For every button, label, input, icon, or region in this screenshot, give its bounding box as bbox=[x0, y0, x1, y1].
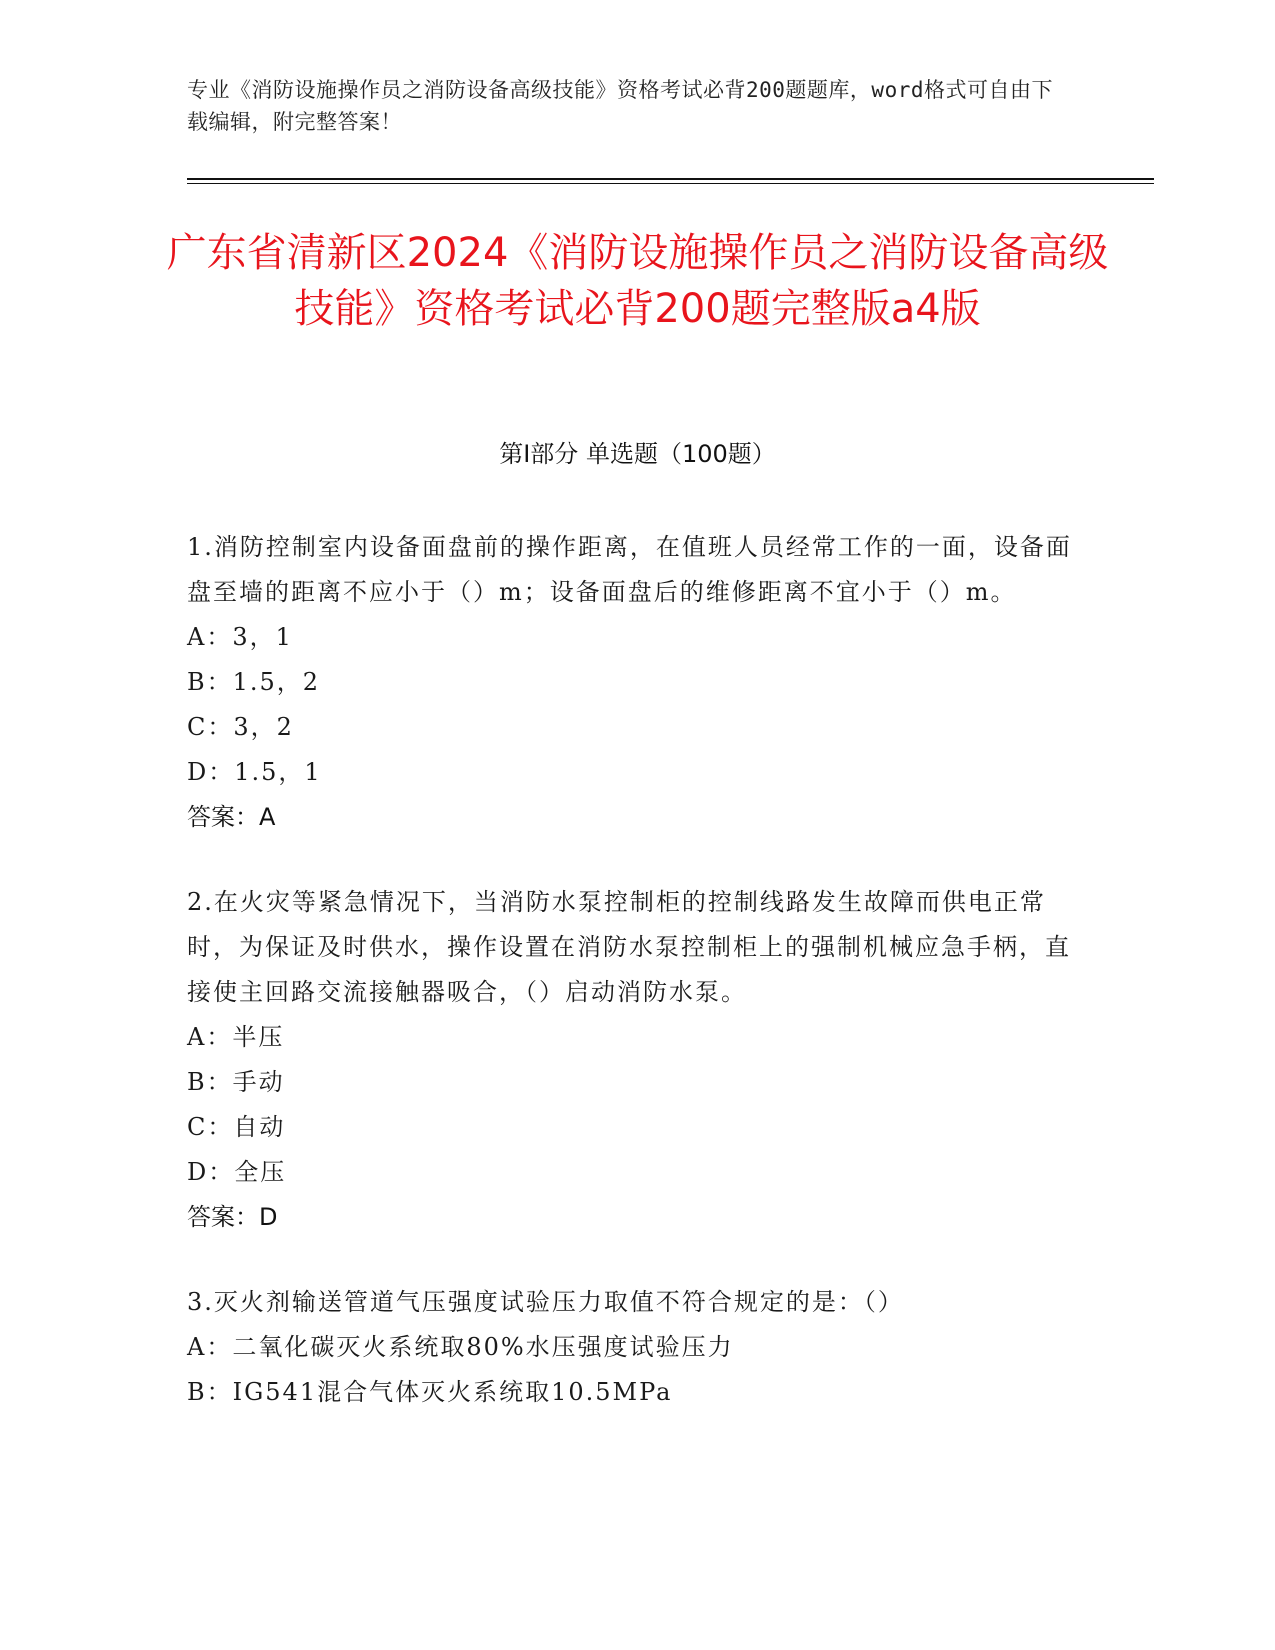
option-d: D：1.5，1 bbox=[187, 758, 322, 786]
section-title: 第I部分 单选题（100题） bbox=[499, 440, 776, 468]
answer: 答案：D bbox=[187, 1203, 278, 1231]
question-1 bbox=[187, 525, 1087, 840]
question-list bbox=[187, 525, 1087, 1455]
option-c: C：3，2 bbox=[187, 713, 294, 741]
option-a: A：半压 bbox=[187, 1023, 285, 1051]
option-b: B：IG541混合气体灭火系统取10.5MPa bbox=[187, 1378, 673, 1406]
option-a: A：二氧化碳灭火系统取80%水压强度试验压力 bbox=[187, 1333, 734, 1361]
question-stem: 2.在火灾等紧急情况下，当消防水泵控制柜的控制线路发生故障而供电正常时，为保证及时供水，操作设置在消防水泵控制柜上的强制机械应急手柄，直接使主回路交流接触器吸合，（）启动消防水泵。 bbox=[187, 888, 1071, 1006]
option-d: D：全压 bbox=[187, 1158, 287, 1186]
option-b: B：手动 bbox=[187, 1068, 285, 1096]
question-stem: 1.消防控制室内设备面盘前的操作距离，在值班人员经常工作的一面，设备面盘至墙的距离不应小于（）m；设备面盘后的维修距离不宜小于（）m。 bbox=[187, 533, 1072, 606]
option-c: C：自动 bbox=[187, 1113, 286, 1141]
answer: 答案：A bbox=[187, 803, 276, 831]
option-b: B：1.5，2 bbox=[187, 668, 321, 696]
header-note: 专业《消防设施操作员之消防设备高级技能》资格考试必背200题题库，word格式可自由下载编辑，附完整答案！ bbox=[187, 78, 1053, 134]
header-divider-thick bbox=[187, 178, 1154, 180]
option-a: A：3，1 bbox=[187, 623, 293, 651]
header-divider-thin bbox=[187, 183, 1154, 184]
question-3 bbox=[187, 1280, 1087, 1415]
question-stem: 3.灭火剂输送管道气压强度试验压力取值不符合规定的是：（） bbox=[187, 1288, 904, 1316]
document-title: 广东省清新区2024《消防设施操作员之消防设备高级技能》资格考试必背200题完整版a4版 bbox=[166, 230, 1109, 332]
question-2 bbox=[187, 880, 1087, 1240]
